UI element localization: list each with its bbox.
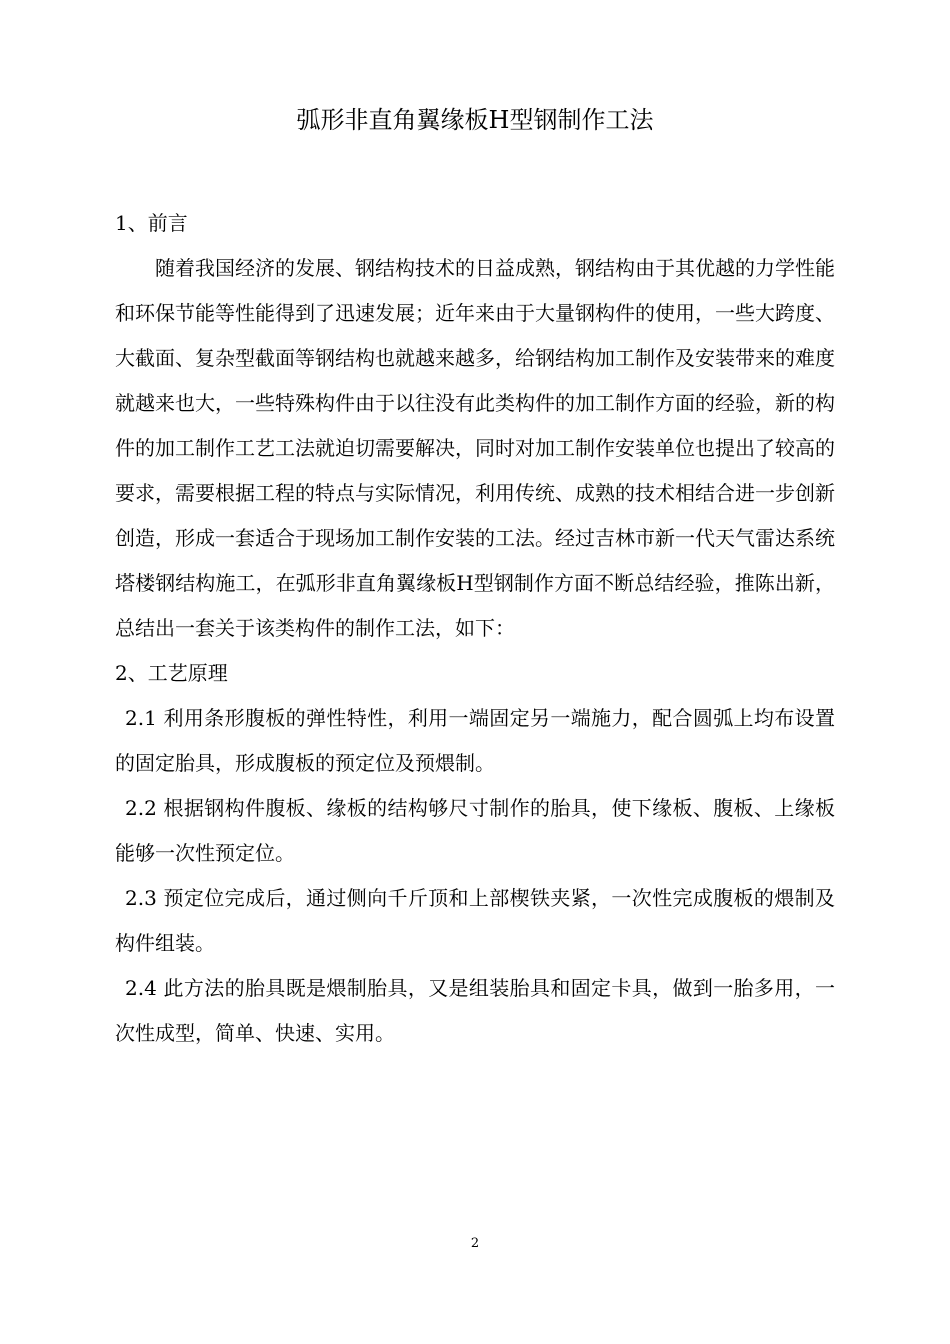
preface-paragraph: 随着我国经济的发展、钢结构技术的日益成熟，钢结构由于其优越的力学性能和环保节能等性能得到了迅速发展；近年来由于大量钢构件的使用，一些大跨度、大截面、复杂型截面等钢结构也就越来越多，给钢结构加工制作及安装带来的难度就越来也大，一些特殊构件由于以往没有此类构件的加工制作方面的经验，新的构件的加工制作工艺工法就迫切需要解决，同时对加工制作安装单位也提出了较高的要求，需要根据工程的特点与实际情况，利用传统、成熟的技术相结合进一步创新创造，形成一套适合于现场加工制作安装的工法。经过吉林市新一代天气雷达系统塔楼钢结构施工，在弧形非直角翼缘板H型钢制作方面不断总结经验，推陈出新，总结出一套关于该类构件的制作工法，如下：: [115, 256, 835, 640]
principle-item-2-1: 2.1 利用条形腹板的弹性特性，利用一端固定另一端施力，配合圆弧上均布设置的固定胎具，形成腹板的预定位及预煨制。: [115, 706, 835, 775]
document-body: [115, 201, 835, 1056]
document-title: 弧形非直角翼缘板H型钢制作工法: [296, 106, 654, 134]
principle-item-2-3: 2.3 预定位完成后，通过侧向千斤顶和上部楔铁夹紧，一次性完成腹板的煨制及构件组装。: [115, 886, 835, 955]
section-heading-preface: 1、前言: [115, 211, 188, 235]
section-heading-principle: 2、工艺原理: [115, 661, 228, 685]
principle-item-2-4: 2.4 此方法的胎具既是煨制胎具，又是组装胎具和固定卡具，做到一胎多用，一次性成型，简单、快速、实用。: [115, 976, 835, 1045]
page-number: 2: [470, 1236, 480, 1251]
principle-item-2-2: 2.2 根据钢构件腹板、缘板的结构够尺寸制作的胎具，使下缘板、腹板、上缘板能够一次性预定位。: [115, 796, 835, 865]
